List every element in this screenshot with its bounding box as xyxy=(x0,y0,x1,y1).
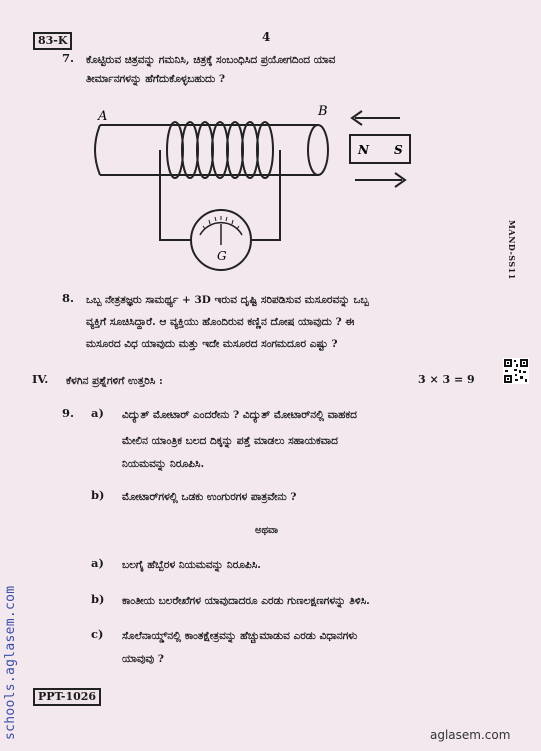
question-8-line1: ಒಬ್ಬ ನೇತ್ರತಜ್ಞರು ಸಾಮರ್ಥ್ಯ + 3D ಇರುವ ದೃಷ್ಟಿ ಸರಿಪಡಿಸುವ ಮಸೂರವನ್ನು ಒಬ್ಬ xyxy=(86,294,369,306)
solenoid-magnet-diagram xyxy=(90,100,430,275)
question-9-number: 9. xyxy=(62,406,75,420)
section-number: IV. xyxy=(32,372,49,386)
question-8-number: 8. xyxy=(62,291,75,305)
magnet-south: S xyxy=(394,143,403,157)
question-7-line2: ತೀರ್ಮಾನಗಳನ್ನು ಹೆಗೆದುಕೊಳ್ಳಬಹುದು ? xyxy=(86,73,225,85)
q9-b-label: b) xyxy=(91,488,105,502)
q9-alt-c-label: c) xyxy=(91,627,104,641)
galvanometer-label: G xyxy=(217,249,227,263)
footer-code: PPT-1026 xyxy=(33,688,101,706)
q9-alt-a-label: a) xyxy=(91,556,104,570)
q9-alt-b-label: b) xyxy=(91,592,105,606)
or-separator: ಅಥವಾ xyxy=(255,525,278,536)
q9-alt-c-line1: ಸೊಲೆನಾಯ್ಡ್‌ನಲ್ಲಿ ಕಾಂತಕ್ಷೇತ್ರವನ್ನು ಹೆಚ್ಚುಮಾಡುವ ಎರಡು ವಿಧಾನಗಳು xyxy=(122,630,358,642)
side-watermark: schools.aglasem.com xyxy=(3,585,18,740)
page-number: 4 xyxy=(262,30,271,44)
q9-alt-b-line: ಕಾಂತೀಯ ಬಲರೇಖೆಗಳ ಯಾವುದಾದರೂ ಎರಡು ಗುಣಲಕ್ಷಣಗಳನ್ನು ತಿಳಿಸಿ. xyxy=(122,595,370,607)
q9-a-label: a) xyxy=(91,406,104,420)
question-7-number: 7. xyxy=(62,51,75,65)
bottom-watermark: aglasem.com xyxy=(430,728,511,742)
q9-alt-a-line: ಬಲಗೈ ಹೆಬ್ಬೆರಳ ನಿಯಮವನ್ನು ನಿರೂಪಿಸಿ. xyxy=(122,559,261,571)
section-title: ಕೆಳಗಿನ ಪ್ರಶ್ನೆಗಳಿಗೆ ಉತ್ತರಿಸಿ : xyxy=(66,375,163,387)
question-8-line2: ವ್ಯಕ್ತಿಗೆ ಸೂಚಿಸಿದ್ದಾರೆ. ಆ ವ್ಯಕ್ತಿಯು ಹೊಂದಿರುವ ಕಣ್ಣಿನ ದೋಷ ಯಾವುದು ? ಈ xyxy=(86,316,355,328)
q9-alt-c-line2: ಯಾವುವು ? xyxy=(122,653,164,665)
question-7-line1: ಕೊಟ್ಟಿರುವ ಚಿತ್ರವನ್ನು ಗಮನಿಸಿ, ಚಿತ್ರಕ್ಕೆ ಸಂಬಂಧಿಸಿದ ಪ್ರಯೋಗದಿಂದ ಯಾವ xyxy=(86,54,336,66)
q9-a-line1: ವಿದ್ಯುತ್ ಮೋಟಾರ್ ಎಂದರೇನು ? ವಿದ್ಯುತ್ ಮೋಟಾರ್‌ನಲ್ಲಿ ವಾಹಕದ xyxy=(122,409,357,421)
q9-a-line3: ನಿಯಮವನ್ನು ನಿರೂಪಿಸಿ. xyxy=(122,458,205,470)
q9-b-line1: ಮೋಟಾರ್‌ಗಳಲ್ಲಿ ಒಡಕು ಉಂಗುರಗಳ ಪಾತ್ರವೇನು ? xyxy=(122,491,297,503)
label-a: A xyxy=(98,109,108,124)
q9-a-line2: ಮೇಲಿನ ಯಾಂತ್ರಿಕ ಬಲದ ದಿಕ್ಕನ್ನು ಪತ್ತೆ ಮಾಡಲು ಸಹಾಯಕವಾದ xyxy=(122,435,338,447)
qr-code xyxy=(503,358,529,384)
section-marks: 3 × 3 = 9 xyxy=(418,373,475,386)
magnet-north: N xyxy=(358,143,369,157)
paper-code: 83-K xyxy=(33,32,72,50)
question-8-line3: ಮಸೂರದ ವಿಧ ಯಾವುದು ಮತ್ತು ಇದೇ ಮಸೂರದ ಸಂಗಮದೂರ ಎಷ್ಟು ? xyxy=(86,338,338,350)
side-code: MAND-SS11 xyxy=(507,220,517,280)
label-b: B xyxy=(318,104,328,119)
